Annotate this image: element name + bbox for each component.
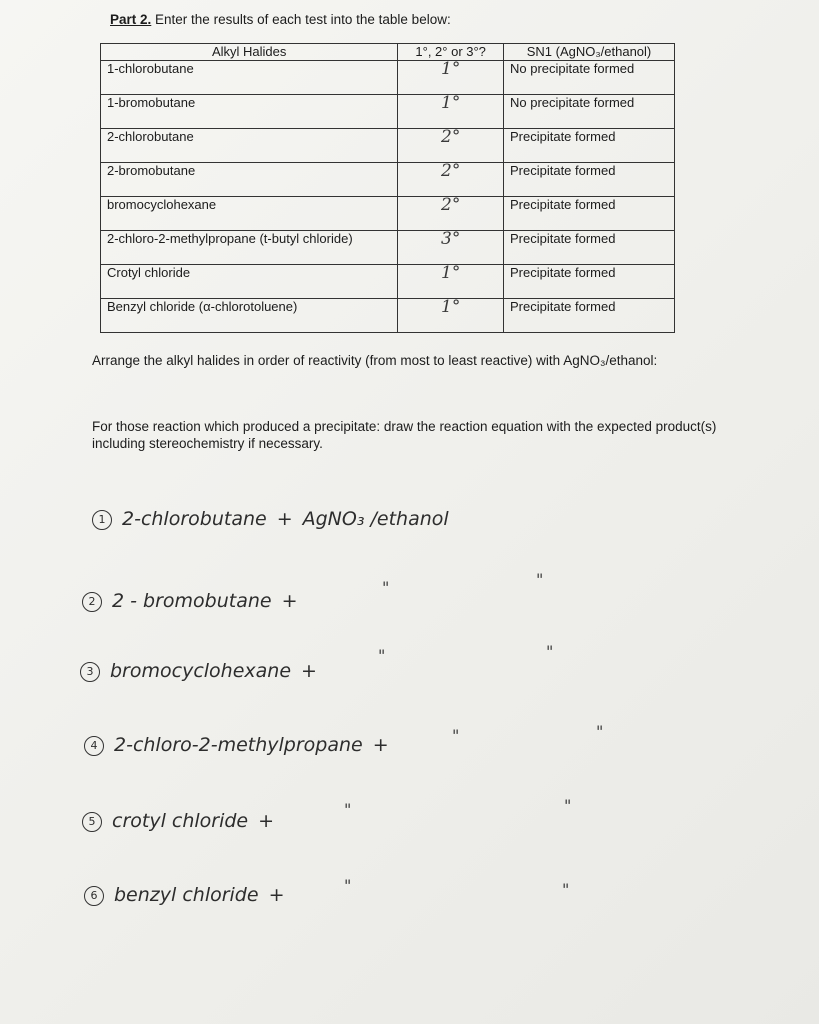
draw-question: For those reaction which produced a precipitate: draw the reaction equation with the expected product(s) including stereochemistry if necessary. (92, 419, 717, 451)
reaction-reagent: AgNO₃ /ethanol (302, 508, 449, 530)
part-instruction: Enter the results of each test into the table below: (151, 12, 451, 27)
halide-cell: bromocyclohexane (101, 197, 398, 231)
reaction-number: 1 (92, 510, 112, 530)
reaction-line-2 (82, 590, 308, 612)
reaction-line-4 (84, 734, 399, 756)
plus-sign: + (268, 884, 285, 906)
degree-cell: 2° (398, 163, 504, 197)
table-header-row (101, 44, 675, 61)
halide-cell: 1-bromobutane (101, 95, 398, 129)
part-heading (110, 12, 451, 27)
table-row (101, 299, 675, 333)
ditto-mark: " (382, 578, 390, 597)
degree-cell: 1° (398, 265, 504, 299)
result-cell: Precipitate formed (503, 231, 674, 265)
ditto-mark: " (378, 646, 386, 665)
plus-sign: + (258, 810, 275, 832)
halide-cell: Crotyl chloride (101, 265, 398, 299)
table-row (101, 129, 675, 163)
reaction-compound: crotyl chloride (112, 810, 249, 832)
reaction-number: 2 (82, 592, 102, 612)
ditto-mark: " (596, 722, 604, 741)
reaction-number: 3 (80, 662, 100, 682)
table-row (101, 163, 675, 197)
plus-sign: + (281, 590, 298, 612)
halide-cell: 1-chlorobutane (101, 61, 398, 95)
ditto-mark: " (344, 876, 352, 895)
result-cell: Precipitate formed (503, 299, 674, 333)
reaction-compound: 2 - bromobutane (112, 590, 272, 612)
reaction-compound: bromocyclohexane (110, 660, 292, 682)
ditto-mark: " (546, 642, 554, 661)
header-alkyl-halides: Alkyl Halides (101, 44, 398, 61)
reaction-compound: 2-chloro-2-methylpropane (114, 734, 363, 756)
reaction-number: 6 (84, 886, 104, 906)
degree-cell: 2° (398, 197, 504, 231)
result-cell: Precipitate formed (503, 129, 674, 163)
ditto-mark: " (564, 796, 572, 815)
degree-cell: 1° (398, 299, 504, 333)
plus-sign: + (276, 508, 293, 530)
reaction-line-6 (84, 884, 294, 906)
result-cell: Precipitate formed (503, 197, 674, 231)
result-cell: Precipitate formed (503, 265, 674, 299)
degree-cell: 2° (398, 129, 504, 163)
plus-sign: + (301, 660, 317, 682)
ditto-mark: " (344, 800, 352, 819)
halide-cell: 2-chloro-2-methylpropane (t-butyl chloride) (101, 231, 398, 265)
halide-cell: 2-chlorobutane (101, 129, 398, 163)
reaction-line-5 (82, 810, 284, 832)
halide-cell: 2-bromobutane (101, 163, 398, 197)
reaction-number: 5 (82, 812, 102, 832)
reaction-line-1 (92, 508, 449, 530)
table-row (101, 61, 675, 95)
halide-cell: Benzyl chloride (α-chlorotoluene) (101, 299, 398, 333)
part-label: Part 2. (110, 12, 152, 27)
degree-cell: 1° (398, 95, 504, 129)
table-row (101, 197, 675, 231)
reaction-number: 4 (84, 736, 104, 756)
table-row (101, 265, 675, 299)
result-cell: No precipitate formed (503, 95, 674, 129)
plus-sign: + (372, 734, 389, 756)
ditto-mark: " (452, 726, 460, 745)
reaction-compound: benzyl chloride (114, 884, 259, 906)
table-row (101, 95, 675, 129)
reaction-compound: 2-chlorobutane (122, 508, 267, 530)
ditto-mark: " (536, 570, 544, 589)
degree-cell: 1° (398, 61, 504, 95)
ditto-mark: " (562, 880, 570, 899)
result-cell: No precipitate formed (503, 61, 674, 95)
table-row (101, 231, 675, 265)
result-cell: Precipitate formed (503, 163, 674, 197)
reaction-line-3 (80, 660, 327, 682)
results-table (100, 43, 675, 333)
arrange-question: Arrange the alkyl halides in order of reactivity (from most to least reactive) with AgNO₃/ethanol: (92, 353, 658, 368)
header-degree: 1°, 2° or 3°? (398, 44, 504, 61)
degree-cell: 3° (398, 231, 504, 265)
header-sn1: SN1 (AgNO₃/ethanol) (503, 44, 674, 61)
